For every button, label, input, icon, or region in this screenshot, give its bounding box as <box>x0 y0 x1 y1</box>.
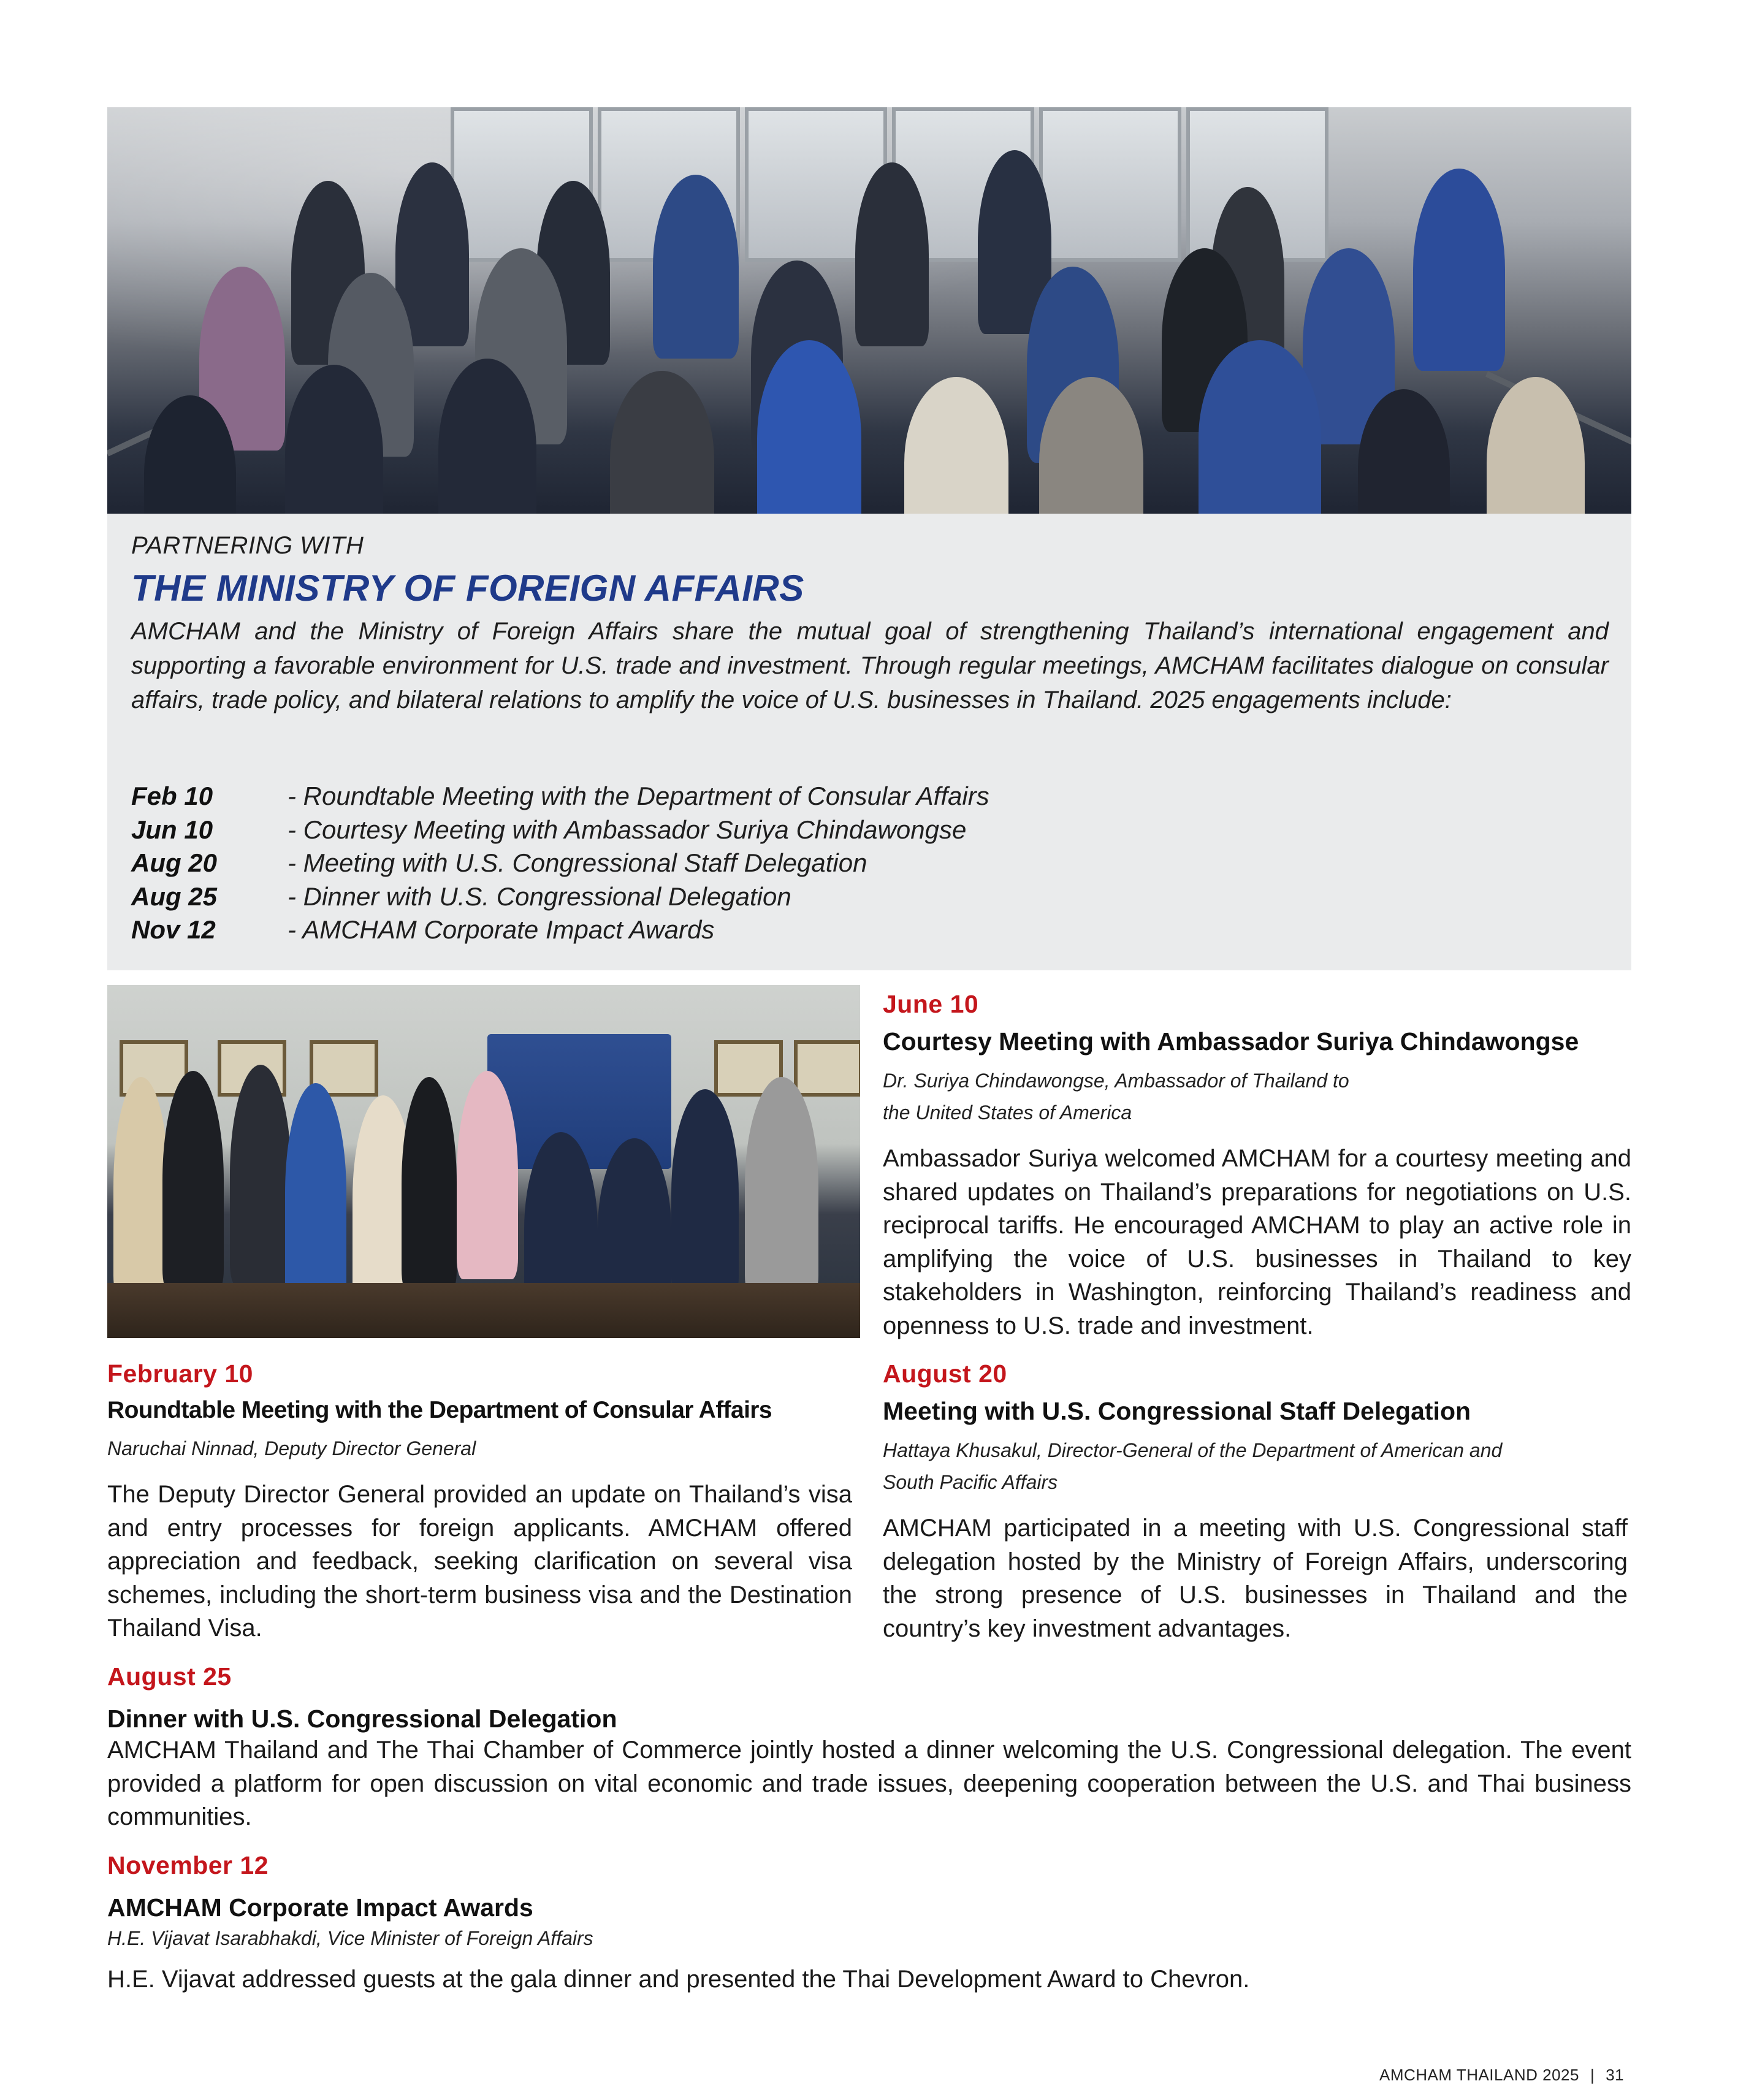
person <box>457 1071 518 1279</box>
section-subtitle: Dr. Suriya Chindawongse, Ambassador of Thailand to <box>883 1070 1349 1092</box>
section-subtitle: H.E. Vijavat Isarabhakdi, Vice Minister of Foreign Affairs <box>107 1927 593 1949</box>
wall-frame <box>794 1040 860 1097</box>
engagement-date: Feb 10 <box>131 782 213 810</box>
section-date: August 25 <box>107 1662 232 1691</box>
engagement-date: Jun 10 <box>131 815 213 844</box>
partnership-kicker: PARTNERING WITH <box>131 532 364 559</box>
section-title: Roundtable Meeting with the Department of Consular Affairs <box>107 1397 772 1423</box>
person <box>285 1083 346 1304</box>
section-title: Dinner with U.S. Congressional Delegation <box>107 1705 617 1733</box>
person <box>113 1077 169 1298</box>
engagement-list <box>131 780 989 947</box>
person <box>230 1065 291 1285</box>
engagement-date: Nov 12 <box>131 915 216 944</box>
engagement-item <box>131 780 989 813</box>
section-title: AMCHAM Corporate Impact Awards <box>107 1893 533 1922</box>
page-footer <box>1379 2066 1624 2085</box>
section-title: Courtesy Meeting with Ambassador Suriya Chindawongse <box>883 1027 1579 1056</box>
section-november-12 <box>107 1851 1631 1996</box>
group-photo-ministry <box>107 107 1631 514</box>
person <box>745 1077 818 1298</box>
page-number: 31 <box>1606 2066 1625 2084</box>
engagement-text: - AMCHAM Corporate Impact Awards <box>288 915 715 944</box>
partnership-headline: THE MINISTRY OF FOREIGN AFFAIRS <box>131 568 804 609</box>
section-subtitle: the United States of America <box>883 1101 1132 1124</box>
engagement-date: Aug 25 <box>131 881 218 911</box>
window-pane <box>1039 107 1181 262</box>
person <box>1413 169 1505 371</box>
partnership-intro: AMCHAM and the Ministry of Foreign Affairs share the mutual goal of strengthening Thailand’s international engagement and supporting a favorable environment for U.S. trade and investment. Through regular meetings, AMCHAM facilitates dialogue on consular affairs, trade policy, and bilateral relations to amplify the voice of U.S. businesses in Thailand. 2025 engagements include: <box>131 618 1609 713</box>
section-subtitle: Hattaya Khusakul, Director-General of the Department of American and <box>883 1439 1503 1461</box>
roundtable-photo <box>107 985 860 1338</box>
section-body: H.E. Vijavat addressed guests at the gala dinner and presented the Thai Development Award to Chevron. <box>107 1966 1250 1993</box>
engagement-item <box>131 813 989 847</box>
section-date: February 10 <box>107 1360 253 1388</box>
section-date: June 10 <box>883 990 979 1018</box>
section-body: The Deputy Director General provided an update on Thailand’s visa and entry processes for foreign applicants. AMCHAM offered appreciation and feedback, seeking clarification on several visa schemes, including the short-term business visa and the Destination Thailand Visa. <box>107 1481 852 1642</box>
engagement-text: - Courtesy Meeting with Ambassador Suriya Chindawongse <box>288 815 967 844</box>
person <box>671 1089 739 1298</box>
section-february-10 <box>107 1360 852 1645</box>
engagement-item <box>131 846 989 880</box>
section-june-10 <box>883 990 1631 1342</box>
person <box>162 1071 224 1292</box>
engagement-item <box>131 913 989 947</box>
section-subtitle: Naruchai Ninnad, Deputy Director General <box>107 1437 476 1459</box>
engagement-text: - Meeting with U.S. Congressional Staff Delegation <box>288 848 867 877</box>
engagement-text: - Roundtable Meeting with the Department of Consular Affairs <box>288 782 989 810</box>
person <box>855 162 929 346</box>
person <box>610 371 714 514</box>
engagement-date: Aug 20 <box>131 848 218 877</box>
person <box>1487 377 1585 514</box>
publication-name: AMCHAM THAILAND 2025 <box>1379 2066 1579 2084</box>
engagement-item <box>131 880 989 914</box>
section-date: November 12 <box>107 1851 269 1879</box>
section-title: Meeting with U.S. Congressional Staff Delegation <box>883 1397 1471 1425</box>
footer-separator: | <box>1590 2066 1595 2084</box>
person <box>402 1077 457 1292</box>
section-date: August 20 <box>883 1360 1007 1388</box>
section-august-25 <box>107 1662 1631 1834</box>
section-subtitle: South Pacific Affairs <box>883 1471 1058 1493</box>
section-body: AMCHAM participated in a meeting with U.S. Congressional staff delegation hosted by the Ministry of Foreign Affairs, underscoring the strong presence of U.S. businesses in Thailand and the country’s key investment advantages. <box>883 1515 1628 1642</box>
conference-table <box>107 1283 860 1338</box>
section-august-20 <box>883 1360 1628 1645</box>
person <box>653 175 739 359</box>
engagement-text: - Dinner with U.S. Congressional Delegation <box>288 881 791 911</box>
person <box>904 377 1008 514</box>
section-body: Ambassador Suriya welcomed AMCHAM for a courtesy meeting and shared updates on Thailand’s preparations for negotiations on U.S. reciprocal tariffs. He encouraged AMCHAM to play an active role in amplifying the voice of U.S. businesses in Thailand to key stakeholders in Washington, reinforcing Thailand’s readiness and openness to U.S. trade and investment. <box>883 1145 1631 1339</box>
section-body: AMCHAM Thailand and The Thai Chamber of Commerce jointly hosted a dinner welcoming the U.S. Congressional delegation. The event provided a platform for open discussion on vital economic and trade issues, deepening cooperation between the U.S. and Thai business communities. <box>107 1737 1631 1830</box>
